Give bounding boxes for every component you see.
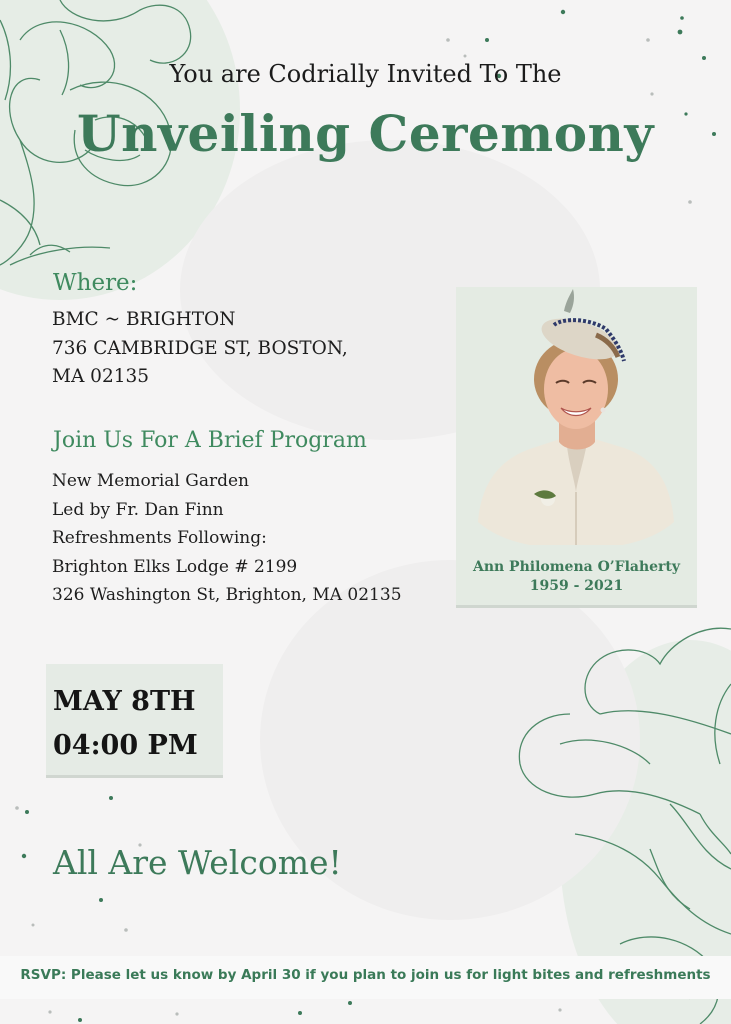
address-line: 736 CAMBRIDGE ST, BOSTON, [52,337,348,359]
welcome-message: All Are Welcome! [53,843,342,882]
deceased-name: Ann Philomena O’Flaherty [472,559,681,575]
venue-address [52,306,348,392]
invite-line: You are Codrially Invited To The [169,60,562,88]
rsvp-bar [0,956,731,999]
program-line: 326 Washington St, Brighton, MA 02135 [52,585,402,605]
program-details [52,467,402,610]
life-years: 1959 - 2021 [529,578,624,594]
date-time-box [46,664,223,778]
program-line: Brighton Elks Lodge # 2199 [52,556,298,577]
rsvp-text: RSVP: Please let us know by April 30 if you plan to join us for light bites and refreshments [20,967,711,983]
address-line: MA 02135 [52,366,150,387]
where-heading: Where: [53,270,138,296]
program-heading: Join Us For A Brief Program [53,428,367,453]
program-line: New Memorial Garden [52,471,249,491]
portrait-photo [456,287,697,552]
memorial-photo-card [456,287,697,608]
address-line: BMC ~ BRIGHTON [52,309,236,330]
event-time: 04:00 PM [53,730,198,761]
event-title: Unveiling Ceremony [77,104,654,163]
program-line: Refreshments Following: [52,528,267,548]
event-date: MAY 8TH [53,686,196,717]
program-line: Led by Fr. Dan Finn [52,499,224,520]
